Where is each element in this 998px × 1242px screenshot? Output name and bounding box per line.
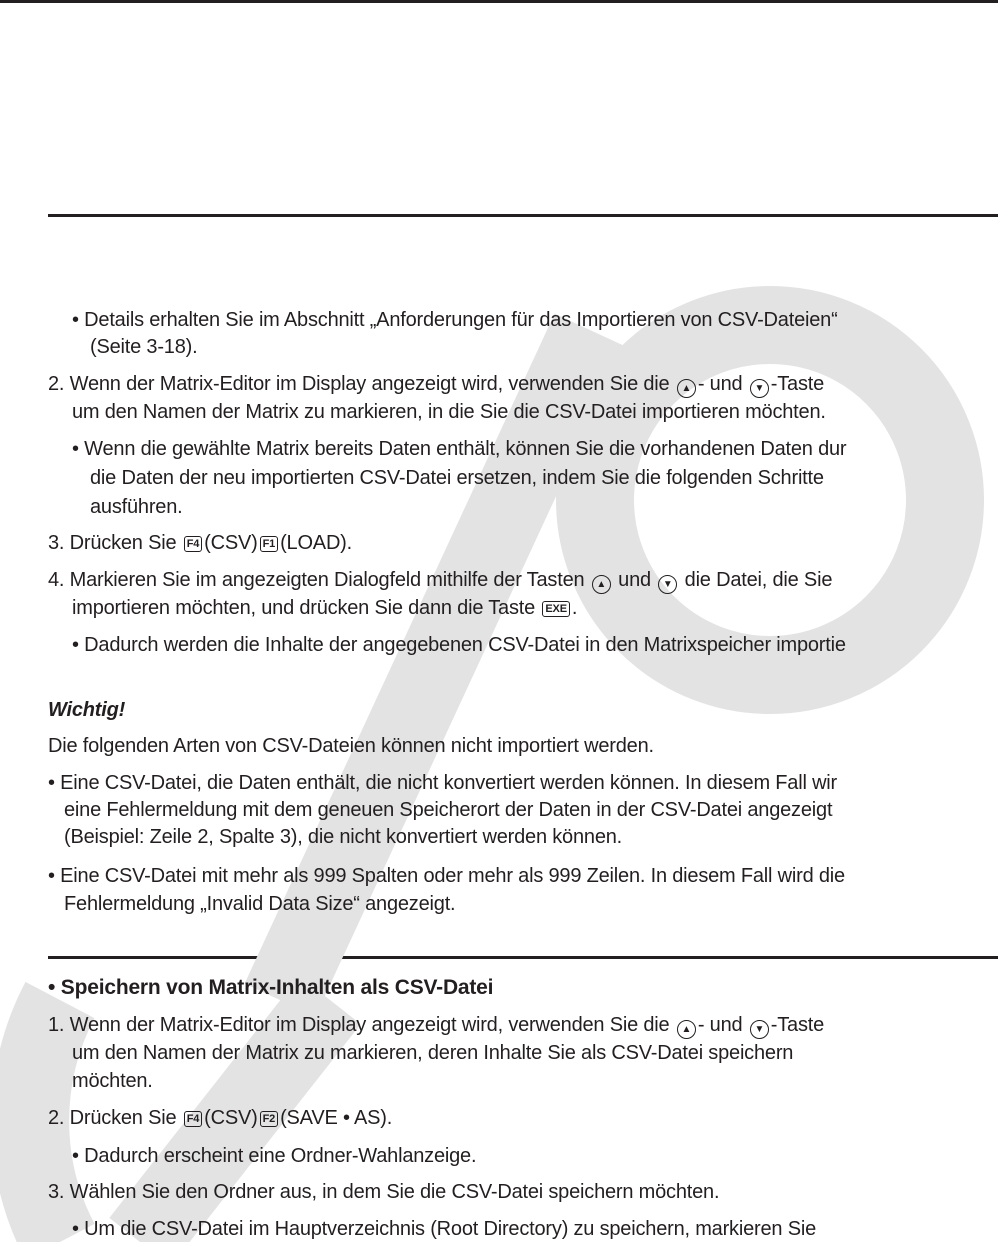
text-line: möchten. <box>72 1070 153 1092</box>
text-line: eine Fehlermeldung mit dem geneuen Speicherort der Daten in der CSV-Datei angezeigt <box>64 799 833 821</box>
text-line: • Dadurch werden die Inhalte der angegebenen CSV-Datei in den Matrixspeicher importie <box>72 634 846 656</box>
text-line: 2. Wenn der Matrix-Editor im Display angezeigt wird, verwenden Sie die ▲ - und ▼ -Taste <box>48 372 824 398</box>
text-line: die Daten der neu importierten CSV-Datei ersetzen, indem Sie die folgenden Schritte <box>90 467 824 489</box>
text-line: • Eine CSV-Datei mit mehr als 999 Spalten oder mehr als 999 Zeilen. In diesem Fall wird die <box>48 865 845 887</box>
text-line: (Beispiel: Zeile 2, Spalte 3), die nicht konvertiert werden können. <box>64 826 623 848</box>
text-line: Fehlermeldung „Invalid Data Size“ angezeigt. <box>64 893 456 915</box>
exe-key-icon: EXE <box>542 601 569 617</box>
f4-key-icon: F4 <box>184 1111 202 1127</box>
up-key-icon: ▲ <box>592 575 611 594</box>
section-heading: • Speichern von Matrix-Inhalten als CSV-Datei <box>48 976 494 999</box>
text-line: importieren möchten, und drücken Sie dann die Taste EXE . <box>72 597 578 619</box>
text-line: um den Namen der Matrix zu markieren, deren Inhalte Sie als CSV-Datei speichern <box>72 1042 794 1064</box>
f4-key-icon: F4 <box>184 536 202 552</box>
down-key-icon: ▼ <box>750 1020 769 1039</box>
text-line: 3. Wählen Sie den Ordner aus, in dem Sie die CSV-Datei speichern möchten. <box>48 1181 720 1203</box>
text-line: ausführen. <box>90 496 183 518</box>
up-key-icon: ▲ <box>677 1020 696 1039</box>
important-heading: Wichtig! <box>48 699 126 721</box>
text-line: 3. Drücken Sie F4 (CSV) F1 (LOAD). <box>48 532 353 554</box>
text-line: Die folgenden Arten von CSV-Dateien können nicht importiert werden. <box>48 735 654 757</box>
down-key-icon: ▼ <box>750 379 769 398</box>
f2-key-icon: F2 <box>260 1111 278 1127</box>
text-line: • Dadurch erscheint eine Ordner-Wahlanzeige. <box>72 1145 477 1167</box>
text-line: • Wenn die gewählte Matrix bereits Daten enthält, können Sie die vorhandenen Daten dur <box>72 438 847 460</box>
text-line: • Details erhalten Sie im Abschnitt „Anforderungen für das Importieren von CSV-Dateien“ <box>72 309 838 331</box>
text-line: 2. Drücken Sie F4 (CSV) F2 (SAVE • AS). <box>48 1107 393 1129</box>
text-line: um den Namen der Matrix zu markieren, in die Sie die CSV-Datei importieren möchten. <box>72 401 826 423</box>
text-line: • Eine CSV-Datei, die Daten enthält, die nicht konvertiert werden können. In diesem Fall wir <box>48 772 838 794</box>
down-key-icon: ▼ <box>658 575 677 594</box>
text-line: 1. Wenn der Matrix-Editor im Display angezeigt wird, verwenden Sie die ▲ - und ▼ -Taste <box>48 1013 824 1039</box>
text-line: • Um die CSV-Datei im Hauptverzeichnis (Root Directory) zu speichern, markieren Sie <box>72 1218 816 1240</box>
text-line: 4. Markieren Sie im angezeigten Dialogfeld mithilfe der Tasten ▲ und ▼ die Datei, die Sie <box>48 568 832 594</box>
up-key-icon: ▲ <box>677 379 696 398</box>
text-line: (Seite 3-18). <box>90 336 198 358</box>
f1-key-icon: F1 <box>260 536 278 552</box>
